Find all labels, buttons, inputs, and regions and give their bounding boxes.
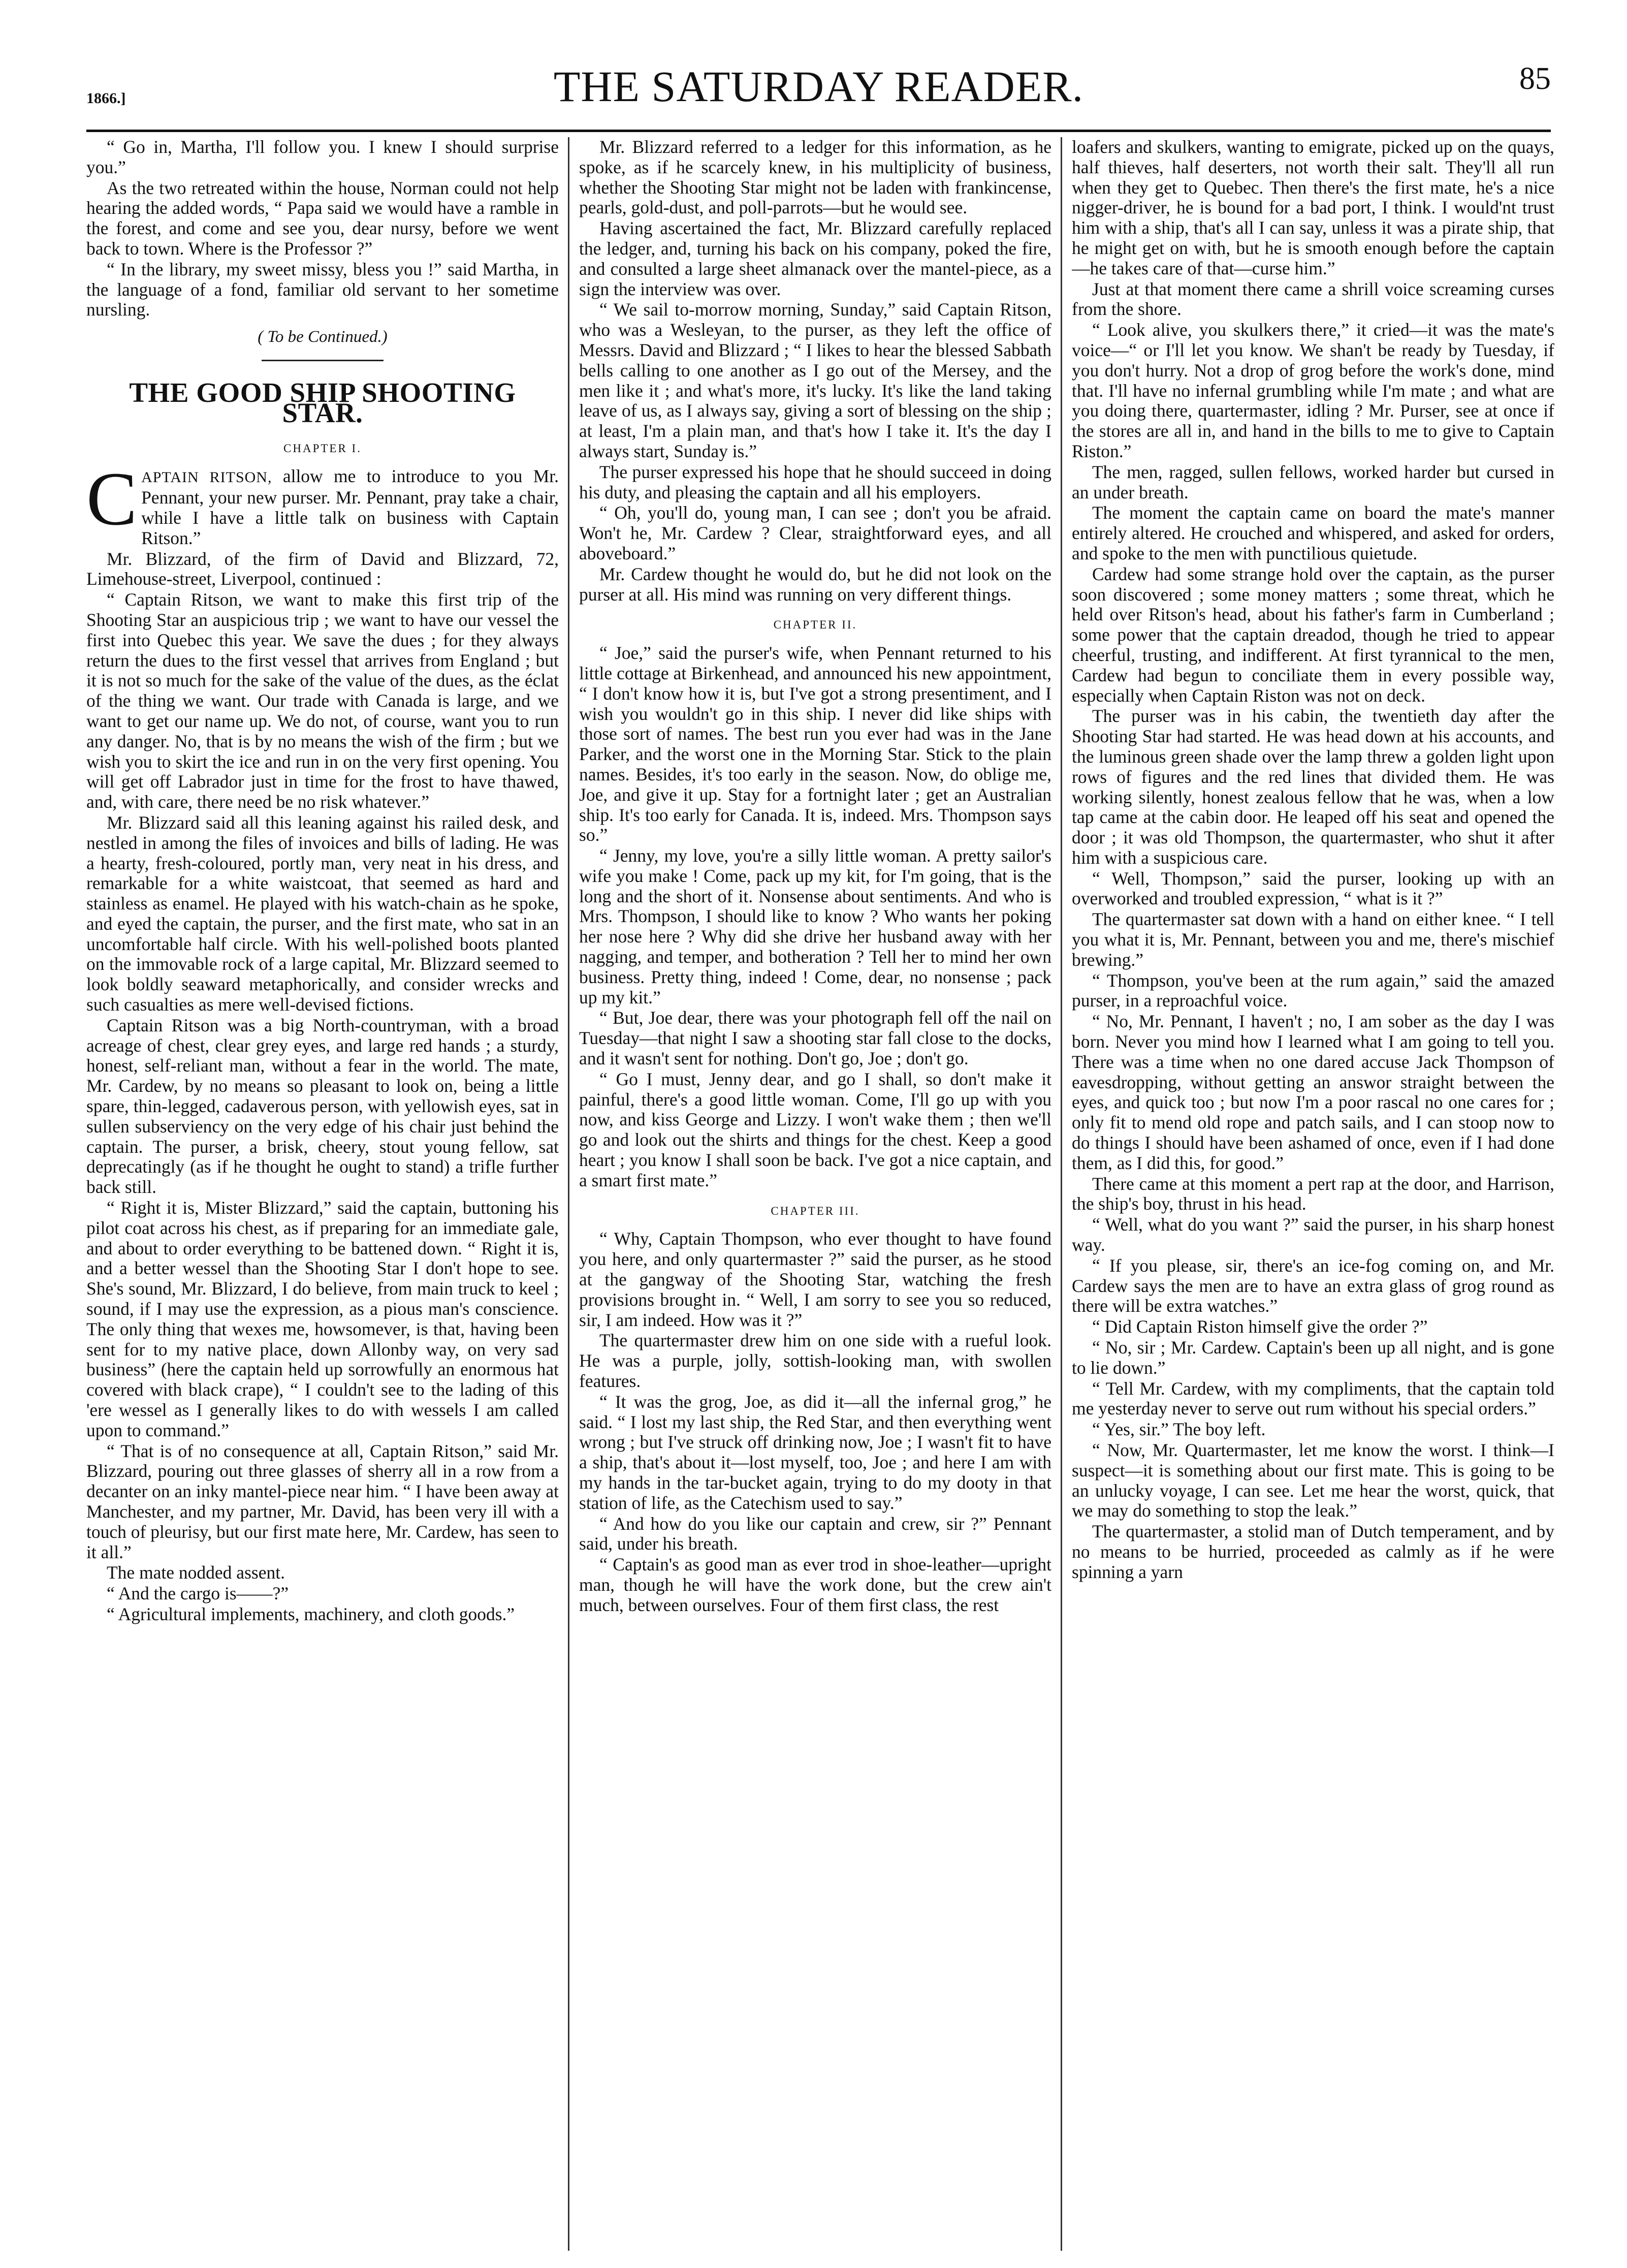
chapter-heading: CHAPTER III. [771,1204,860,1217]
column-3 [1072,137,1554,2251]
paragraph: “ Joe,” said the purser's wife, when Pennant returned to his little cottage at Birkenhead, and announced his new appointment, “ I don't know how it is, but I've got a strong presentiment, and I wish you wouldn't go in this ship. I never did like ships with those sort of names. The best run you ever had was in the Jane Parker, and the worst one in the Morning Star. Stick to the plain names. Besides, it's too early in the season. Now, do oblige me, Joe, and give it up. Stay for a fortnight later ; get an Australian ship. It's too early for Canada. It is, indeed. Mrs. Thompson says so.” [579,643,1051,845]
paragraph: Cardew had some strange hold over the captain, as the purser soon discovered ; some money matters ; some threat, which he held over Ritson's head, about his father's farm in Cumberland ; some power that the captain dreadod, though he tried to appear cheerful, trusting, and indifferent. At first tyrannical to the men, Cardew had begun to conciliate them in every possible way, especially when Captain Riston was not on deck. [1072,563,1554,706]
paragraph: “ Now, Mr. Quartermaster, let me know the worst. I think—I suspect—it is something about our first mate. This is going to be an unlucky voyage, I can see. Let me hear the worst, quick, that we may do something to stop the leak.” [1072,1440,1554,1521]
paragraph: “ No, Mr. Pennant, I haven't ; no, I am sober as the day I was born. Never you mind how I learned what I am going to tell you. There was a time when no one dared accuse Jack Thompson of eavesdropping, without getting an answor straight between the eyes, and quick too ; but now I'm a poor rascal no one cares for ; only fit to mend old rope and patch sails, and I can stoop now to do things I should have been ashamed of once, even if I had done them, as I did this, for good.” [1072,1011,1554,1173]
paragraph: “ We sail to-morrow morning, Sunday,” said Captain Ritson, who was a Wesleyan, to the purser, as they left the office of Messrs. David and Blizzard ; “ I likes to hear the blessed Sabbath bells calling to one another as I go out of the Mersey, and the men like it ; and what's more, it's lucky. It's like the land taking leave of us, as I always say, giving a sort of blessing on the ship ; at least, I'm a plain man, and that's how I take it. It's the day I always start, Sunday is.” [579,299,1051,461]
paragraph: The quartermaster drew him on one side with a rueful look. He was a purple, jolly, sottish-looking man, with swollen features. [579,1330,1051,1392]
paragraph: “ Go in, Martha, I'll follow you. I knew I should surprise you.” [86,137,559,177]
paragraph: Mr. Blizzard, of the firm of David and Blizzard, 72, Limehouse-street, Liverpool, continued : [86,548,559,589]
drop-cap: C [86,457,138,542]
paragraph: “ It was the grog, Joe, as did it—all the infernal grog,” he said. “ I lost my last ship, the Red Star, and then everything went wrong ; but I've struck off drinking now, Joe ; I wasn't fit to have a ship, that's about it—lost myself, too, Joe ; and here I am with my hands in the tar-bucket again, trying to do my dooty in that station of life, as the Catechism used to say.” [579,1391,1051,1513]
paragraph: The men, ragged, sullen fellows, worked harder but cursed in an under breath. [1072,461,1554,502]
paragraph: The purser expressed his hope that he should succeed in doing his duty, and pleasing the captain and all his employers. [579,461,1051,502]
column-divider [1061,137,1062,2251]
paragraph: The quartermaster, a stolid man of Dutch temperament, and by no means to be hurried, proceeded as calmly as if he were spinning a yarn [1072,1521,1554,1582]
paragraph: The purser was in his cabin, the twentieth day after the Shooting Star had started. He was head down at his accounts, and the luminous green shade over the lamp threw a golden light upon rows of figures and the red lines that divided them. He was working silently, honest zealous fellow that he was, when a low tap came at the cabin door. He leaped off his seat and opened the door ; it was old Thompson, the quartermaster, who shut it after him with a suspicious care. [1072,706,1554,868]
paragraph: Mr. Cardew thought he would do, but he did not look on the purser at all. His mind was running on very different things. [579,563,1051,605]
paragraph: “ If you please, sir, there's an ice-fog coming on, and Mr. Cardew says the men are to have an extra glass of grog round as there will be extra watches.” [1072,1255,1554,1316]
issue-year: 1866.] [86,90,126,107]
chapter-heading: CHAPTER II. [773,618,857,632]
opening-caps: APTAIN RITSON, [141,469,272,486]
masthead [86,53,1551,132]
paragraph: “ Yes, sir.” The boy left. [1092,1419,1266,1440]
paragraph: Having ascertained the fact, Mr. Blizzard carefully replaced the ledger, and, turning his back on his company, poked the fire, and consulted a large sheet almanack over the mantel-piece, as a sign the interview was over. [579,218,1051,299]
paragraph: “ Go I must, Jenny dear, and go I shall, so don't make it painful, there's a good little woman. Come, I'll go up with you now, and kiss George and Lizzy. I won't wake them ; then we'll go and look out the shirts and things for the chest. Keep a good heart ; you know I shall soon be back. I've got a nice captain, and a smart first mate.” [579,1068,1051,1190]
column-2 [579,137,1051,2251]
paragraph: “ Did Captain Riston himself give the order ?” [1092,1316,1428,1337]
opening-text: allow me to introduce to you Mr. Pennant, your new purser. Mr. Pennant, pray take a chair, while I have a little talk on business with Captain Ritson.” [141,466,559,548]
paragraph: “ Well, Thompson,” said the purser, looking up with an overworked and troubled expression, “ what is it ?” [1072,868,1554,909]
paragraph: “ But, Joe dear, there was your photograph fell off the nail on Tuesday—that night I saw a shooting star fall close to the docks, and it wasn't sent for nothing. Don't go, Joe ; don't go. [579,1007,1051,1069]
paragraph: The quartermaster sat down with a hand on either knee. “ I tell you what it is, Mr. Pennant, between you and me, there's mischief brewing.” [1072,909,1554,970]
paragraph: Captain Ritson was a big North-countryman, with a broad acreage of chest, clear grey eyes, and large red hands ; a sturdy, honest, self-reliant man, without a fear in the world. The mate, Mr. Cardew, by no means so pleasant to look on, being a little spare, thin-legged, cadaverous person, with yellowish eyes, sat in sullen subserviency on the very edge of his chair just behind the captain. The purser, a brisk, cheery, stout young fellow, sat deprecatingly (as if he thought he ought to stand) a trifle further back still. [86,1015,559,1198]
story-title: THE GOOD SHIP SHOOTING STAR. [129,376,516,428]
paragraph: “ Oh, you'll do, young man, I can see ; don't you be afraid. Won't he, Mr. Cardew ? Clear, straightforward eyes, and all aboveboard.” [579,502,1051,563]
paragraph: “ Captain Ritson, we want to make this first trip of the Shooting Star an auspicious trip ; we want to have our vessel the first into Quebec this year. We save the dues ; for they always return the dues to the first vessel that arrives from England ; but it is not so much for the sake of the value of the dues, as the éclat of the thing we want. Our trade with Canada is large, and we want to get our name up. We do not, of course, want you to run any danger. No, that is by no means the wish of the firm ; but we wish you to skirt the ice and run in on the very first opening. You will get off Labrador just in time for the frost to have thawed, and, with care, there need be no risk whatever.” [86,589,559,812]
section-divider [262,360,384,361]
paragraph: Mr. Blizzard said all this leaning against his railed desk, and nestled in among the files of invoices and bills of lading. He was a hearty, fresh-coloured, portly man, very neat in his dress, and remarkable for a white waistcoat, that seemed as hard and stainless as enamel. He played with his watch-chain as he spoke, and eyed the captain, the purser, and the first mate, who sat in an uncomfortable half circle. With his well-polished boots planted on the immovable rock of a large capital, Mr. Blizzard seemed to look boldly seaward metaphorically, and consider wrecks and such casualties as mere well-devised fictions. [86,812,559,1015]
paragraph: “ Look alive, you skulkers there,” it cried—it was the mate's voice—“ or I'll let you know. We shan't be ready by Tuesday, if you don't hurry. Not a drop of grog before the work's done, mind that. I'll have no infernal grumbling while I'm mate ; and what are you doing there, quartermaster, idling ? Mr. Purser, see at once if the stores are all in, and hand in the bills to me to give to Captain Riston.” [1072,320,1554,461]
paragraph: “ Captain's as good man as ever trod in shoe-leather—upright man, though he will have the work done, but the crew ain't much, between ourselves. Four of them first class, the rest [579,1554,1051,1615]
paragraph: “ Tell Mr. Cardew, with my compliments, that the captain told me yesterday never to serve out rum without his special orders.” [1072,1378,1554,1419]
to-be-continued: ( To be Continued.) [258,328,388,346]
paragraph: “ And how do you like our captain and crew, sir ?” Pennant said, under his breath. [579,1513,1051,1554]
paragraph: “ And the cargo is——?” [107,1583,289,1604]
column-divider [568,137,569,2251]
page-number: 85 [1519,61,1551,96]
paragraph: “ Jenny, my love, you're a silly little woman. A pretty sailor's wife you make ! Come, pack up my kit, for I'm going, that is the long and the short of it. Nonsense about sentiments. And who is Mrs. Thompson, I should like to know ? Who wants her poking her nose here ? Why did she drive her husband away with her nagging, and temper, and botheration ? Tell her to mind her own business. Pretty thing, indeed ! Come, dear, no nonsense ; pack up my kit.” [579,845,1051,1007]
paragraph: Mr. Blizzard referred to a ledger for this information, as he spoke, as if he scarcely knew, in his multiplicity of business, whether the Shooting Star might not be laden with frankincense, pearls, gold-dust, and poll-parrots—but he would see. [579,137,1051,218]
paragraph: The moment the captain came on board the mate's manner entirely altered. He crouched and whispered, and asked for orders, and spoke to the men with punctilious quietude. [1072,502,1554,563]
paragraph: “ Well, what do you want ?” said the purser, in his sharp honest way. [1072,1214,1554,1255]
paragraph: “ No, sir ; Mr. Cardew. Captain's been up all night, and is gone to lie down.” [1072,1337,1554,1378]
paragraph: There came at this moment a pert rap at the door, and Harrison, the ship's boy, thrust in his head. [1072,1173,1554,1214]
paragraph: “ Agricultural implements, machinery, and cloth goods.” [107,1603,515,1624]
column-1 [86,137,559,2251]
paragraph: As the two retreated within the house, Norman could not help hearing the added words, “ Papa said we would have a ramble in the forest, and come and see you, dear nursy, before we went back to town. Where is the Professor ?” [86,177,559,259]
text-columns [86,137,1554,2251]
publication-title: THE SATURDAY READER. [553,62,1084,111]
paragraph: “ In the library, my sweet missy, bless you !” said Martha, in the language of a fond, familiar old servant to her sometime nursling. [86,259,559,320]
paragraph: The mate nodded assent. [107,1562,285,1583]
paragraph: loafers and skulkers, wanting to emigrate, picked up on the quays, half thieves, half deserters, not worth their salt. They'll all run when they get to Quebec. Then there's the first mate, he's a nice nigger-driver, he is bound for a bad port, I think. I would'nt trust him with a ship, that's all I can say, unless it was a pirate ship, that he might get on with, but he is smooth enough before the captain—he takes care of that—curse him.” [1072,137,1554,278]
chapter-heading: CHAPTER I. [283,442,362,455]
paragraph: “ Right it is, Mister Blizzard,” said the captain, buttoning his pilot coat across his chest, as if preparing for an immediate gale, and about to order everything to be battened down. “ Right it is, and a better wessel than the Shooting Star I don't hope to see. She's sound, Mr. Blizzard, I do believe, from main truck to keel ; sound, if I may use the expression, as a pious man's conscience. The only thing that wexes me, howsomever, is that, having been sent for to my native place, down Allonby way, on very sad business” (here the captain held up sorrowfully an enormous hat covered with black crape), “ I couldn't see to the lading of this 'ere wessel as I generally likes to do with wessels I am called upon to command.” [86,1198,559,1440]
paragraph: “ Why, Captain Thompson, who ever thought to have found you here, and only quartermaster ?” said the purser, as he stood at the gangway of the Shooting Star, watching the fresh provisions brought in. “ Well, I am sorry to see you so reduced, sir, I am indeed. How was it ?” [579,1228,1051,1330]
paragraph: Just at that moment there came a shrill voice screaming curses from the shore. [1072,278,1554,320]
opening-paragraph [86,457,559,548]
paragraph: “ That is of no consequence at all, Captain Ritson,” said Mr. Blizzard, pouring out three glasses of sherry all in a row from a decanter on an inky mantel-piece near him. “ I have been away at Manchester, and my partner, Mr. David, has been very ill with a touch of pleurisy, but our first mate here, Mr. Cardew, has seen to it all.” [86,1440,559,1562]
paragraph: “ Thompson, you've been at the rum again,” said the amazed purser, in a reproachful voice. [1072,970,1554,1011]
